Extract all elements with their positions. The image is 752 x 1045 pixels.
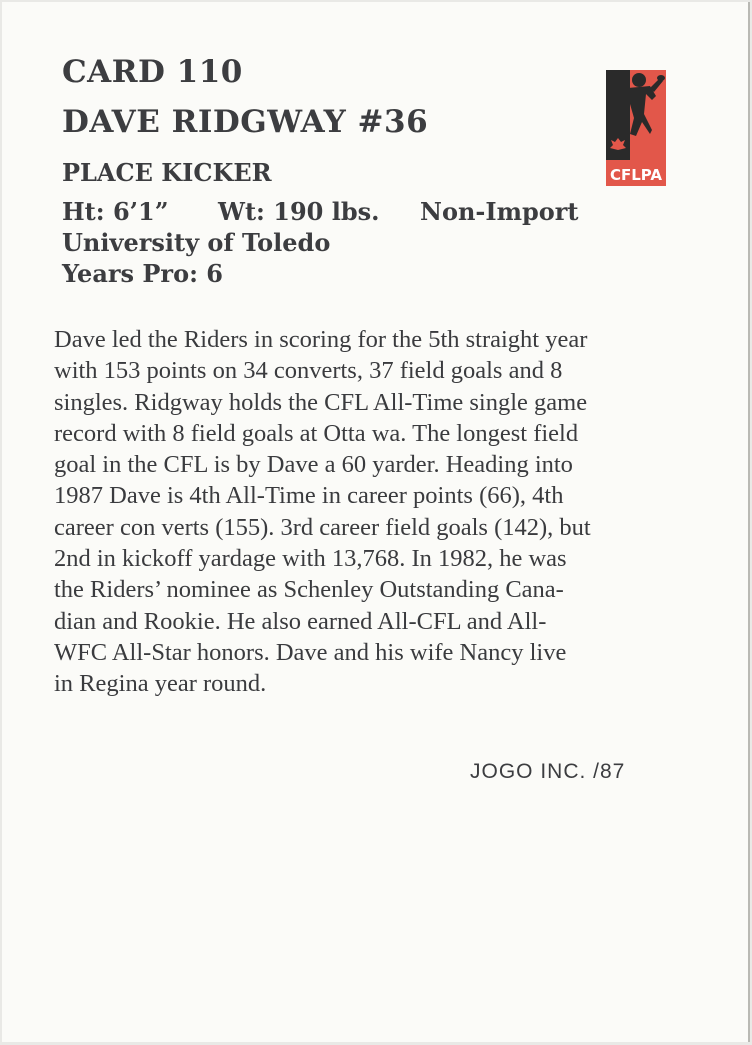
bio-line: dian and Rookie. He also earned All-CFL and All- bbox=[54, 607, 547, 635]
bio-line: the Riders’ nominee as Schenley Outstanding Cana- bbox=[54, 576, 564, 604]
cflpa-logo-icon bbox=[606, 70, 666, 186]
bio-line: goal in the CFL is by Dave a 60 yarder. Heading into bbox=[54, 451, 573, 479]
bio-line: singles. Ridgway holds the CFL All-Time single game bbox=[54, 388, 588, 416]
player-bio bbox=[54, 324, 664, 700]
bio-line: in Regina year round. bbox=[54, 670, 267, 698]
bio-line: Dave led the Riders in scoring for the 5th straight year bbox=[54, 326, 588, 353]
bio-line: with 153 points on 34 converts, 37 field goals and 8 bbox=[54, 357, 563, 385]
bio-line: WFC All-Star honors. Dave and his wife Nancy live bbox=[54, 638, 567, 666]
bio-line: 2nd in kickoff yardage with 13,768. In 1982, he was bbox=[54, 545, 567, 573]
player-years-pro: Years Pro: 6 bbox=[62, 259, 223, 288]
bio-line: 1987 Dave is 4th All-Time in career points (66), 4th bbox=[54, 482, 564, 510]
publisher-footer: JOGO INC. /87 bbox=[470, 760, 626, 783]
bio-line: record with 8 field goals at Otta wa. The longest field bbox=[54, 419, 579, 447]
cflpa-logo-text: CFLPA bbox=[609, 166, 663, 184]
trading-card-back bbox=[2, 2, 750, 1042]
player-status: Non-Import bbox=[420, 197, 579, 226]
player-weight: Wt: 190 lbs. bbox=[218, 197, 380, 226]
bio-line: career con verts (155). 3rd career field goals (142), but bbox=[54, 513, 591, 541]
player-school: University of Toledo bbox=[62, 228, 331, 257]
player-name-number: DAVE RIDGWAY #36 bbox=[62, 104, 429, 140]
player-position: PLACE KICKER bbox=[62, 158, 272, 187]
player-height: Ht: 6’1” bbox=[62, 197, 169, 226]
card-number: CARD 110 bbox=[62, 54, 243, 90]
